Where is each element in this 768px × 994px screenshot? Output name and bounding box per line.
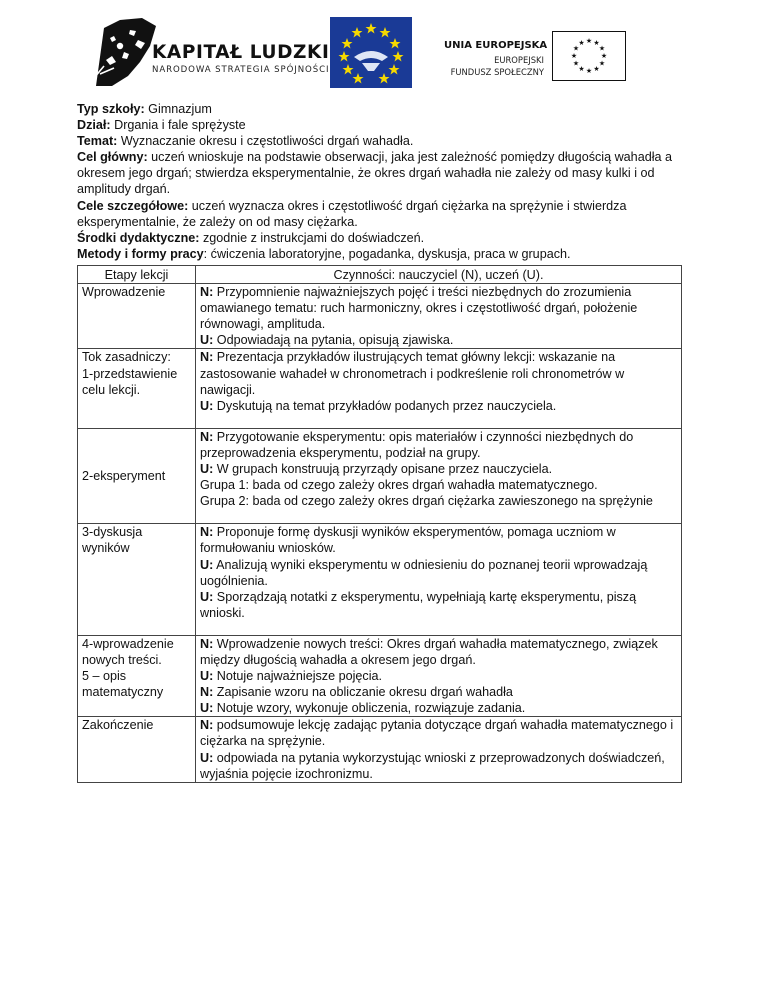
eu-stars-emblem-icon: [330, 17, 412, 88]
activity-cell: [196, 284, 682, 349]
activity-line: [200, 717, 677, 749]
role-marker: U:: [200, 398, 214, 413]
info-label: Typ szkoły:: [77, 102, 145, 116]
role-marker: U:: [200, 462, 214, 477]
activity-text: Odpowiadają na pytania, opisują zjawiska.: [213, 333, 454, 348]
info-methods: [77, 246, 675, 262]
info-value: Wyznaczanie okresu i częstotliwości drgań wahadła.: [117, 134, 414, 149]
table-header-row: [78, 266, 682, 284]
table-row: [78, 349, 682, 428]
stage-label: 3-dyskusja wyników: [82, 525, 143, 556]
svg-text:★: ★: [585, 37, 593, 45]
activity-line: [200, 750, 677, 782]
activity-text: Przypomnienie najważniejszych pojęć i treści niezbędnych do zrozumienia omawianego tematu: ruch harmoniczny, okres i częstotliwość drgań, położenie równowagi, amplituda.: [200, 285, 638, 332]
activity-text: Zapisanie wzoru na obliczanie okresu drgań wahadła: [213, 685, 513, 700]
info-label: Cel główny:: [77, 150, 148, 165]
activity-cell: [196, 349, 682, 428]
ue-subtitle-2: FUNDUSZ SPOŁECZNY: [450, 67, 544, 77]
svg-text:★: ★: [572, 59, 580, 68]
activity-line: [200, 461, 677, 477]
activity-text: Dyskutują na temat przykładów podanych przez nauczyciela.: [213, 398, 557, 413]
table-row: [78, 284, 682, 349]
info-label: Cele szczegółowe:: [77, 198, 189, 213]
activity-line: [200, 332, 677, 348]
role-marker: N:: [200, 718, 214, 733]
info-main-goal: [77, 149, 675, 197]
svg-text:★: ★: [598, 59, 606, 68]
lesson-plan-table: [77, 265, 682, 783]
kapital-ludzki-title: KAPITAŁ LUDZKI: [152, 42, 330, 63]
role-marker: U:: [200, 701, 214, 716]
info-section: [77, 117, 675, 133]
activity-line: [200, 700, 677, 716]
info-label: Metody i formy pracy: [77, 246, 204, 261]
activity-text: Grupa 2: bada od czego zależy okres drgań ciężarka zawieszonego na sprężynie: [200, 494, 653, 509]
info-label: Temat:: [77, 134, 118, 149]
stage-cell: [78, 428, 196, 523]
stage-cell: [78, 717, 196, 782]
info-label: Dział:: [77, 118, 111, 133]
info-value: Gimnazjum: [144, 102, 212, 116]
role-marker: N:: [200, 350, 214, 365]
activity-line: [200, 349, 677, 397]
stage-cell: [78, 284, 196, 349]
info-value: uczeń wnioskuje na podstawie obserwacji, jaka jest zależność pomiędzy długością wahadła a okresem jego drgań; stwierdza eksperymentalnie, że okres drgań wahadła nie zależy od masy kulki i od amplitudy drgań.: [77, 150, 673, 197]
activity-cell: [196, 428, 682, 523]
info-teaching-aids: [77, 230, 675, 246]
activity-text: Wprowadzenie nowych treści: Okres drgań wahadła matematycznego, związek między długością wahadła a okresem jego drgań.: [200, 636, 658, 667]
activity-line: [200, 284, 677, 332]
svg-text:★: ★: [593, 39, 600, 47]
ue-title: UNIA EUROPEJSKA: [444, 40, 548, 51]
table-row: [78, 524, 682, 636]
kapital-ludzki-logo-icon: [90, 16, 160, 88]
activity-text: Notuje najważniejsze pojęcia.: [213, 669, 383, 684]
role-marker: N:: [200, 525, 214, 540]
lesson-info: [77, 101, 675, 262]
activity-line: [200, 429, 677, 461]
role-marker: N:: [200, 429, 214, 444]
activity-line: [200, 636, 677, 668]
table-row: [78, 635, 682, 716]
role-marker: N:: [200, 636, 214, 651]
activity-line: [200, 493, 677, 509]
activity-text: Przygotowanie eksperymentu: opis materiałów i czynności niezbędnych do przeprowadzenia eksperymentu, podział na grupy.: [200, 429, 634, 460]
svg-text:★: ★: [578, 65, 585, 73]
role-marker: U:: [200, 669, 214, 684]
stage-label: 4-wprowadzenie nowych treści. 5 – opis matematyczny: [82, 636, 174, 700]
info-value: : ćwiczenia laboratoryjne, pogadanka, dyskusja, praca w grupach.: [203, 246, 571, 261]
activity-text: Sporządzają notatki z eksperymentu, wypełniają kartę eksperymentu, piszą wnioski.: [200, 589, 637, 620]
svg-text:★: ★: [572, 44, 580, 53]
svg-text:★: ★: [570, 52, 578, 60]
svg-text:★: ★: [598, 44, 606, 53]
activity-line: [200, 477, 677, 493]
activity-cell: [196, 717, 682, 782]
stage-label: Wprowadzenie: [82, 285, 166, 300]
activity-line: [200, 589, 677, 621]
activity-line: [200, 398, 677, 414]
info-value: uczeń wyznacza okres i częstotliwość drgań ciężarka na sprężynie i stwierdza eksperymentalnie, że zależy on od masy ciężarka.: [77, 198, 627, 229]
role-marker: N:: [200, 285, 214, 300]
role-marker: U:: [200, 750, 214, 765]
eu-flag-icon: [552, 31, 626, 81]
activity-text: odpowiada na pytania wykorzystując wnioski z przeprowadzonych doświadczeń, wyjaśnia pojęcie izochronizmu.: [200, 750, 665, 781]
activity-text: Proponuje formę dyskusji wyników eksperymentów, pomaga uczniom w formułowaniu wniosków.: [200, 525, 616, 556]
activity-line: [200, 684, 677, 700]
svg-text:★: ★: [578, 39, 585, 47]
activity-cell: [196, 524, 682, 636]
stage-cell: [78, 635, 196, 716]
activity-line: [200, 557, 677, 589]
column-header-stages: Etapy lekcji: [78, 266, 196, 284]
info-label: Środki dydaktyczne:: [77, 230, 200, 245]
table-row: [78, 717, 682, 782]
role-marker: U:: [200, 333, 214, 348]
stage-label: Zakończenie: [82, 718, 154, 733]
spacer: [200, 414, 677, 428]
page-header: [0, 0, 768, 100]
column-header-activities: Czynności: nauczyciel (N), uczeń (U).: [196, 266, 682, 284]
svg-text:★: ★: [585, 67, 593, 75]
activity-text: Grupa 1: bada od czego zależy okres drgań wahadła matematycznego.: [200, 478, 598, 493]
info-value: Drgania i fale sprężyste: [110, 118, 246, 133]
stage-cell: [78, 349, 196, 428]
spacer: [200, 509, 677, 523]
ue-subtitle-1: EUROPEJSKI: [494, 55, 544, 65]
activity-cell: [196, 635, 682, 716]
kapital-ludzki-subtitle: NARODOWA STRATEGIA SPÓJNOŚCI: [152, 65, 330, 75]
stage-label: 2-eksperyment: [82, 469, 166, 484]
spacer: [200, 621, 677, 635]
stage-label: Tok zasadniczy: 1-przedstawienie celu lekcji.: [82, 350, 178, 397]
activity-line: [200, 668, 677, 684]
activity-text: podsumowuje lekcję zadając pytania dotyczące drgań wahadła matematycznego i ciężarka na sprężynie.: [200, 718, 674, 749]
activity-line: [200, 524, 677, 556]
svg-text:★: ★: [600, 52, 608, 60]
activity-text: Notuje wzory, wykonuje obliczenia, rozwiązuje zadania.: [213, 701, 526, 716]
activity-text: W grupach konstruują przyrządy opisane przez nauczyciela.: [213, 462, 553, 477]
role-marker: U:: [200, 589, 214, 604]
info-school-type: [77, 101, 675, 117]
role-marker: U:: [200, 557, 214, 572]
table-row: [78, 428, 682, 523]
info-topic: [77, 133, 675, 149]
activity-text: Prezentacja przykładów ilustrujących temat główny lekcji: wskazanie na zastosowanie wahadeł w chronometrach i podkreślenie roli chronometrów w nawigacji.: [200, 350, 625, 397]
info-detailed-goals: [77, 198, 675, 230]
svg-text:★: ★: [593, 65, 600, 73]
info-value: zgodnie z instrukcjami do doświadczeń.: [199, 230, 425, 245]
role-marker: N:: [200, 685, 214, 700]
stage-cell: [78, 524, 196, 636]
activity-text: Analizują wyniki eksperymentu w odniesieniu do poznanej teorii wprowadzają uogólnienia.: [200, 557, 648, 588]
